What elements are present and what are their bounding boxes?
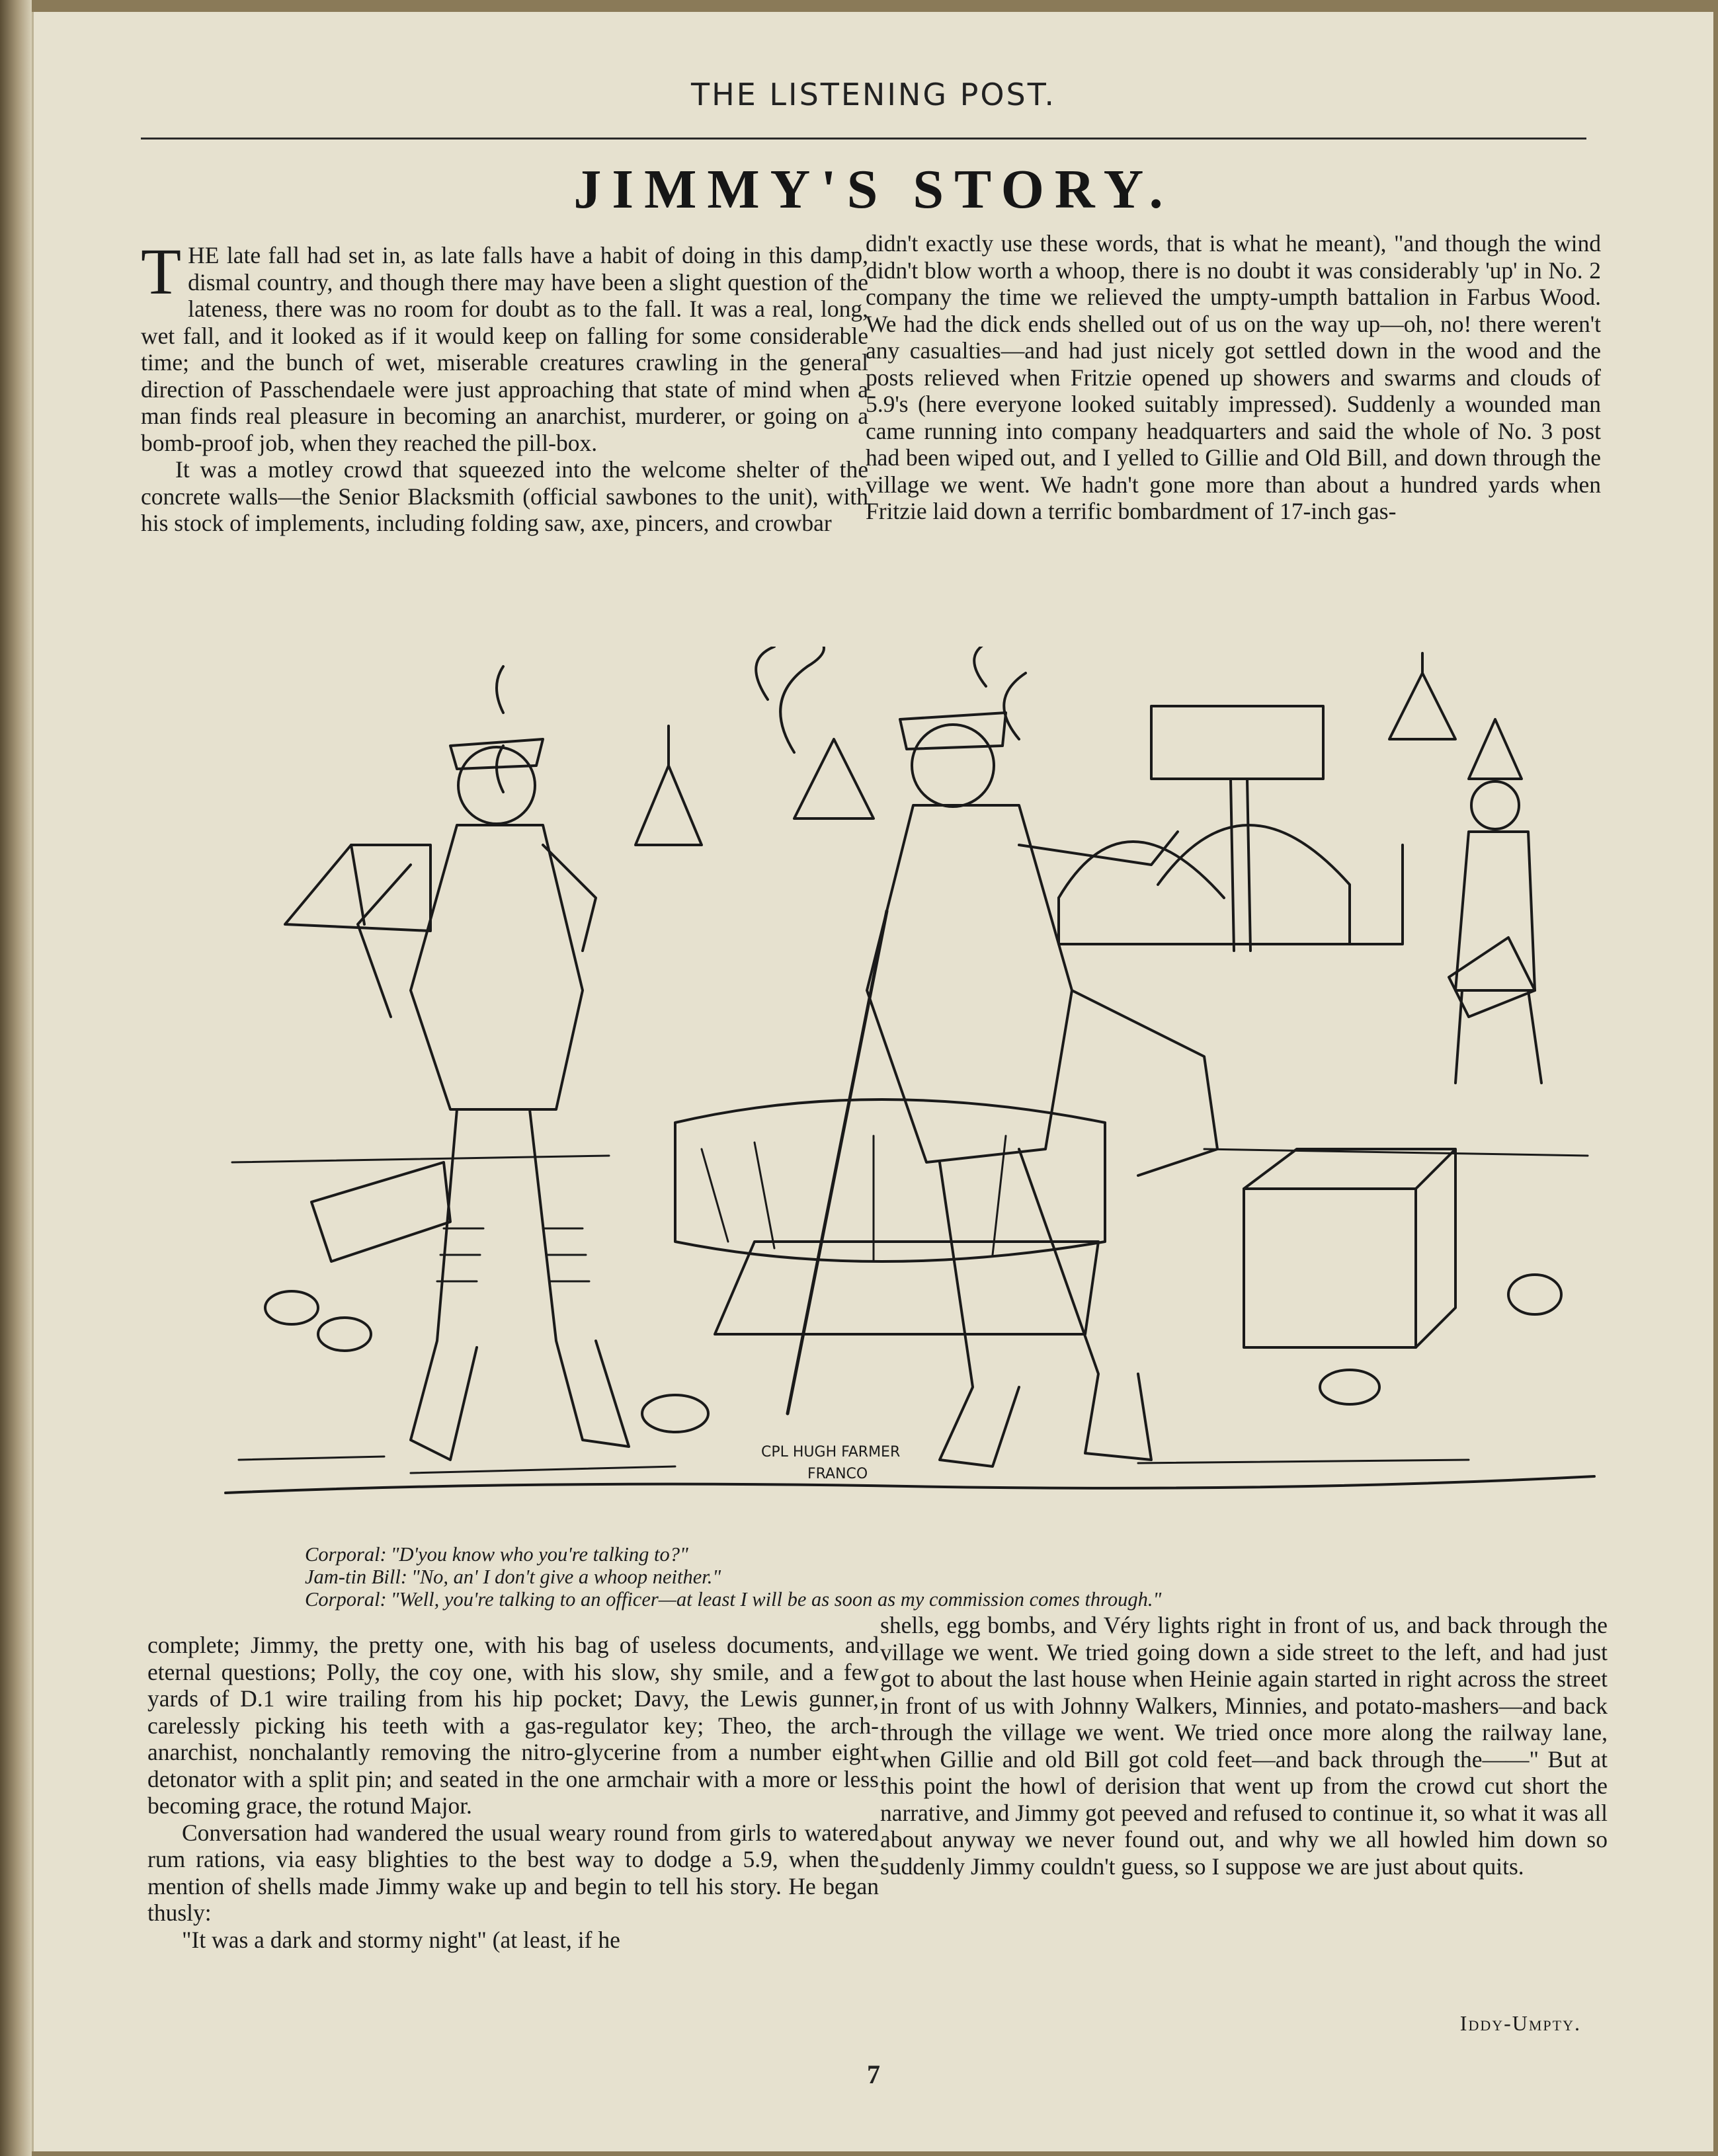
book-binding: [0, 0, 32, 2156]
caption-line: [305, 1588, 1561, 1611]
caption-speaker: Corporal:: [305, 1543, 387, 1566]
header-rule: [141, 138, 1586, 140]
paragraph: shells, egg bombs, and Véry lights right in front of us, and back through the village we went. We tried going down a side street to the left, and had just got to about the last house when Heinie again started in right across the street in front of us with Johnny Walkers, Minnies, and potato-mashers—and back through the village we went. We tried once more along the railway lane, when Gillie and old Bill got cold feet—and back through the——" But at this point the howl of derision that went up from the crowd cut short the narrative, and Jimmy got peeved and refused to continue it, so what it was all about anyway we never found out, and why we all howled him down so suddenly Jimmy couldn't guess, so I suppose we are just about quits.: [880, 1612, 1608, 1880]
drop-cap: T: [141, 235, 182, 308]
column-left-bottom: [147, 1632, 879, 1953]
paragraph: "It was a dark and stormy night" (at least, if he: [182, 1926, 620, 1953]
caption-text: "D'you know who you're talking to?": [390, 1543, 688, 1566]
paragraph: complete; Jimmy, the pretty one, with his bag of useless documents, and eternal questions; Polly, the coy one, with his slow, shy smile, and a few yards of D.1 wire trailing from his hip pocket; Davy, the Lewis gunner, carelessly picking his teeth with a gas-regulator key; Theo, the arch-anarchist, nonchalantly removing the nitro-glycerine from a number eight detonator with a split pin; and seated in the one armchair with a more or less becoming grace, the rotund Major.: [147, 1632, 879, 1819]
caption-line: [305, 1543, 1561, 1566]
paragraph: It was a motley crowd that squeezed into the welcome shelter of the concrete walls—the Senior Blacksmith (official sawbones to the unit), with his stock of implements, including folding saw, axe, pincers, and crowbar: [141, 456, 868, 536]
paragraph: Conversation had wandered the usual weary round from girls to watered rum rations, via easy blighties to the best way to dodge a 5.9, when the mention of shells made Jimmy wake up and begin to tell his story. He began thusly:: [147, 1819, 879, 1926]
paragraph: didn't exactly use these words, that is what he meant), "and though the wind didn't blow worth a whoop, there is no doubt it was considerably 'up' in No. 2 company the time we relieved the umpty-umpth battalion in Farbus Wood. We had the dick ends shelled out of us on the way up—oh, no! there weren't any casualties—and had just nicely got settled down in the wood and the posts relieved when Fritzie opened up showers and swarms and clouds of 5.9's (here everyone looked suitably impressed). Suddenly a wounded man came running into company headquarters and said the whole of No. 3 post had been wiped out, and I yelled to Gillie and Old Bill, and down through the village we went. We hadn't gone more than about a hundred yards when Fritzie laid down a terrific bombardment of 17-inch gas-: [866, 230, 1601, 524]
column-left-top: [141, 235, 868, 537]
author-signature: Iddy-Umpty.: [1459, 2011, 1581, 2035]
paragraph: THE late fall had set in, as late falls have a habit of doing in this damp, dismal country, and though there may have been a slight question of the lateness, there was no room for doubt as to the fall. It was a real, long, wet fall, and it looked as if it would keep on falling for some considerable time; and the bunch of wet, miserable creatures crawling in the general direction of Passchendaele were just approaching that state of mind when a man finds real pleasure in becoming an anarchist, murderer, or going on a bomb-proof job, when they reached the pill-box.: [141, 235, 868, 456]
page-number: 7: [867, 2059, 880, 2089]
artist-signature-1: CPL HUGH FARMER: [761, 1444, 901, 1460]
column-right-bottom: [880, 1612, 1608, 1880]
illustration-captions: [305, 1543, 1561, 1611]
caption-speaker: Corporal:: [305, 1588, 387, 1611]
artist-signature-2: FRANCO: [807, 1466, 868, 1482]
caption-text: "Well, you're talking to an officer—at least I will be as soon as my commission comes through.": [390, 1588, 1162, 1611]
caption-line: [305, 1566, 1561, 1588]
magazine-page: [32, 12, 1713, 2151]
cartoon-illustration: [212, 647, 1601, 1533]
caption-text: "No, an' I don't give a whoop neither.": [411, 1566, 721, 1588]
caption-speaker: Jam-tin Bill:: [305, 1566, 408, 1588]
article-title: JIMMY'S STORY.: [573, 159, 1174, 220]
running-title: THE LISTENING POST.: [691, 77, 1056, 112]
column-right-top: [866, 230, 1601, 525]
